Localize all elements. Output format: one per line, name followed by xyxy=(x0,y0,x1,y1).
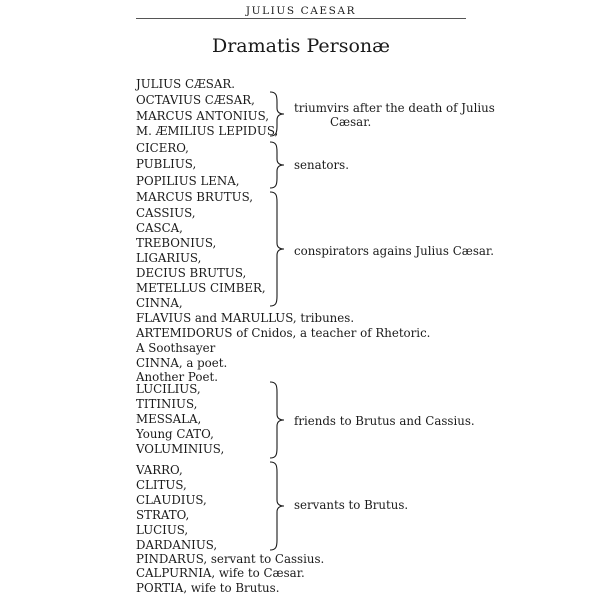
cast-line: TREBONIUS, xyxy=(136,236,217,250)
cast-line: PINDARUS, servant to Cassius. xyxy=(136,552,325,566)
cast-line: PORTIA, wife to Brutus. xyxy=(136,581,280,595)
cast-line: DARDANIUS, xyxy=(136,538,218,552)
cast-line: VOLUMINIUS, xyxy=(136,442,225,456)
cast-line: POPILIUS LENA, xyxy=(136,174,240,188)
cast-line: CASCA, xyxy=(136,221,183,235)
cast-line: Another Poet. xyxy=(136,370,218,384)
cast-line: LUCIUS, xyxy=(136,523,189,537)
group-label-line: conspirators agains Julius Cæsar. xyxy=(294,244,495,258)
group-label-triumvirs xyxy=(294,101,495,129)
brace-servants xyxy=(268,462,286,550)
group-label-line: senators. xyxy=(294,158,349,172)
cast-line: CINNA, xyxy=(136,296,183,310)
header-rule xyxy=(136,18,466,19)
brace-friends xyxy=(268,382,286,458)
cast-line: OCTAVIUS CÆSAR, xyxy=(136,93,255,107)
cast-line: CINNA, a poet. xyxy=(136,356,228,370)
cast-line: DECIUS BRUTUS, xyxy=(136,266,247,280)
cast-line: STRATO, xyxy=(136,508,190,522)
cast-line: PUBLIUS, xyxy=(136,157,197,171)
cast-line: LUCILIUS, xyxy=(136,382,201,396)
cast-line: MARCUS BRUTUS, xyxy=(136,190,253,204)
cast-line: Young CATO, xyxy=(136,427,214,441)
cast-line: VARRO, xyxy=(136,463,183,477)
brace-senators xyxy=(268,142,286,188)
cast-line: FLAVIUS and MARULLUS, tribunes. xyxy=(136,311,355,325)
group-label-senators xyxy=(294,158,474,172)
cast-line: CLAUDIUS, xyxy=(136,493,207,507)
cast-line: CLITUS, xyxy=(136,478,187,492)
cast-line: CICERO, xyxy=(136,141,189,155)
cast-line: ARTEMIDORUS of Cnidos, a teacher of Rhetoric. xyxy=(136,326,431,340)
group-label-friends xyxy=(294,414,474,428)
cast-line: JULIUS CÆSAR. xyxy=(136,77,236,91)
cast-line: METELLUS CIMBER, xyxy=(136,281,266,295)
group-label-conspirators xyxy=(294,244,495,258)
group-label-servants xyxy=(294,498,474,512)
brace-triumvirs xyxy=(268,92,286,136)
group-label-line: friends to Brutus and Cassius. xyxy=(294,414,475,428)
cast-line: A Soothsayer xyxy=(136,341,216,355)
cast-line: LIGARIUS, xyxy=(136,251,202,265)
cast-line: M. ÆMILIUS LEPIDUS, xyxy=(136,124,279,138)
brace-conspirators xyxy=(268,192,286,306)
cast-line: TITINIUS, xyxy=(136,397,198,411)
group-label-line: servants to Brutus. xyxy=(294,498,409,512)
running-head: JULIUS CAESAR xyxy=(245,5,357,17)
cast-line: CASSIUS, xyxy=(136,206,196,220)
group-label-line: Cæsar. xyxy=(330,115,372,129)
group-label-line: triumvirs after the death of Julius xyxy=(294,101,495,115)
cast-line: CALPURNIA, wife to Cæsar. xyxy=(136,566,305,580)
page-title: Dramatis Personæ xyxy=(211,35,391,57)
cast-line: MESSALA, xyxy=(136,412,202,426)
cast-line: MARCUS ANTONIUS, xyxy=(136,109,269,123)
